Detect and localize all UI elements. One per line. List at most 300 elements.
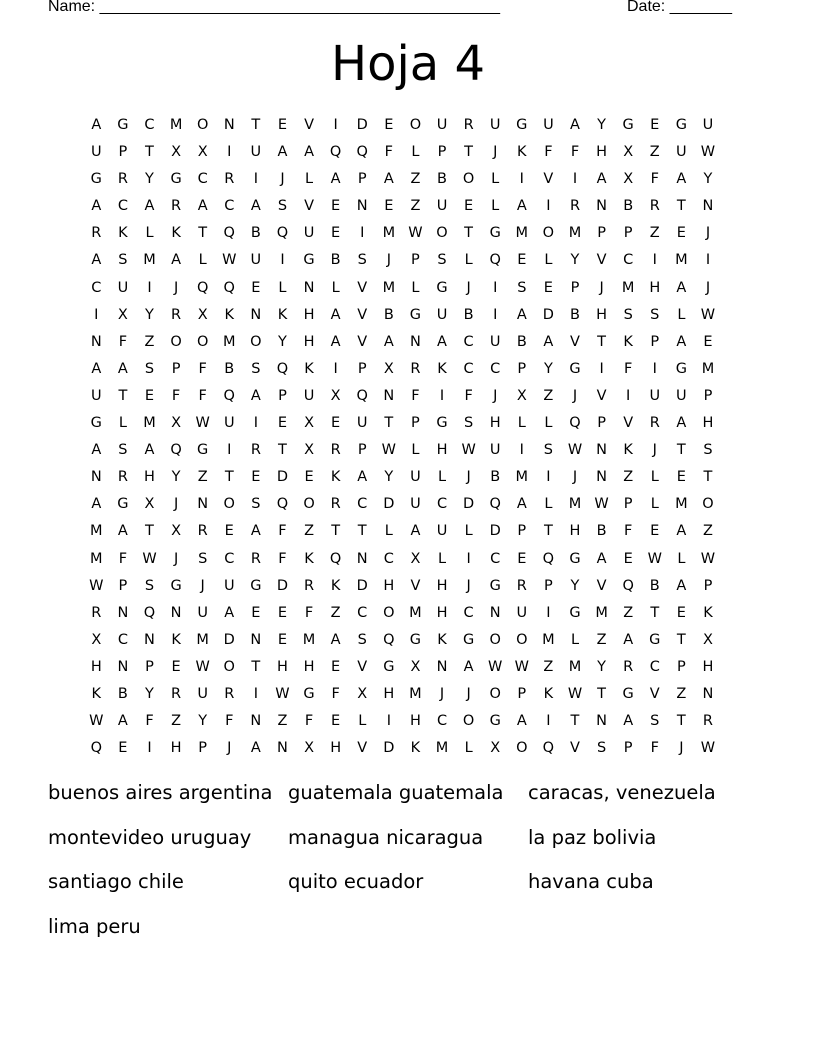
grid-letter: O [409, 117, 422, 133]
grid-letter: K [623, 333, 633, 350]
grid-letter: F [650, 171, 659, 188]
grid-letter: T [676, 442, 686, 459]
grid-letter: B [383, 306, 394, 323]
grid-letter: I [253, 171, 258, 188]
grid-letter: A [437, 333, 447, 350]
word-list-item: managua nicaragua [288, 825, 484, 849]
grid-letter: K [171, 225, 181, 242]
grid-letter: F [650, 740, 659, 757]
grid-letter: Z [649, 225, 660, 242]
grid-letter: F [624, 360, 633, 377]
grid-letter: G [436, 415, 448, 432]
word-list-item: havana cuba [528, 870, 654, 894]
grid-letter: T [464, 144, 474, 161]
grid-letter: R [171, 198, 182, 215]
grid-letter: U [489, 333, 501, 350]
grid-letter: W [567, 685, 583, 702]
grid-letter: S [437, 252, 447, 269]
grid-letter: J [173, 279, 179, 296]
grid-letter: D [356, 577, 368, 594]
grid-letter: V [410, 577, 421, 594]
grid-letter: P [357, 442, 367, 459]
grid-letter: Q [622, 577, 634, 594]
word-list-item: la paz bolivia [528, 825, 657, 849]
grid-letter: P [411, 415, 420, 432]
grid-letter: Q [489, 252, 501, 269]
grid-letter: C [117, 631, 128, 648]
grid-letter: U [702, 117, 714, 133]
grid-letter: B [623, 198, 634, 215]
grid-letter: J [466, 469, 471, 486]
grid-letter: O [516, 740, 528, 757]
grid-letter: H [303, 333, 315, 350]
grid-letter: D [383, 740, 395, 757]
grid-letter: S [517, 279, 527, 296]
grid-letter: F [384, 144, 393, 161]
grid-letter: V [543, 171, 554, 188]
grid-letter: Q [223, 387, 235, 404]
grid-letter: A [250, 198, 261, 215]
grid-letter: F [544, 144, 553, 161]
grid-letter: P [517, 523, 527, 540]
grid-letter: N [250, 713, 262, 730]
word-list-item: santiago chile [48, 870, 184, 894]
grid-letter: R [649, 415, 660, 432]
grid-letter: L [544, 252, 553, 269]
grid-letter: X [304, 415, 315, 432]
grid-letter: J [466, 577, 471, 594]
grid-letter: A [144, 442, 155, 459]
grid-letter: W [275, 685, 290, 702]
grid-letter: F [225, 713, 234, 730]
grid-letter: D [542, 306, 554, 323]
grid-letter: X [490, 740, 501, 757]
grid-letter: C [490, 360, 501, 377]
grid-letter: G [622, 685, 634, 702]
grid-letter: L [145, 225, 154, 242]
grid-letter: I [386, 713, 391, 730]
grid-letter: E [277, 631, 288, 648]
grid-letter: R [330, 496, 341, 513]
grid-letter: P [278, 387, 287, 404]
grid-letter: V [596, 577, 607, 594]
grid-letter: E [676, 469, 686, 486]
grid-letter: T [597, 333, 606, 350]
grid-letter: L [331, 279, 340, 296]
grid-letter: F [278, 523, 287, 540]
grid-letter: U [197, 604, 208, 621]
grid-letter: A [330, 333, 341, 350]
grid-letter: N [702, 685, 714, 702]
grid-letter: T [464, 225, 474, 242]
grid-letter: K [304, 360, 314, 377]
grid-letter: U [356, 415, 368, 432]
grid-letter: A [676, 171, 687, 188]
grid-letter: I [466, 550, 471, 567]
grid-letter: K [330, 577, 341, 594]
grid-letter: R [91, 604, 102, 621]
grid-letter: X [197, 144, 208, 161]
grid-letter: H [596, 144, 608, 161]
grid-letter: C [117, 198, 128, 215]
grid-letter: M [595, 604, 608, 621]
page-title: Hoja 4 [330, 36, 485, 92]
grid-letter: U [489, 117, 501, 133]
grid-letter: L [437, 550, 447, 567]
grid-letter: U [303, 225, 315, 242]
grid-letter: I [493, 306, 498, 323]
grid-letter: G [675, 117, 687, 133]
grid-letter: H [489, 415, 501, 432]
grid-letter: Y [570, 252, 580, 269]
grid-letter: V [304, 117, 314, 133]
grid-letter: E [144, 387, 155, 404]
grid-letter: A [676, 523, 687, 540]
grid-letter: D [463, 496, 475, 513]
grid-letter: U [197, 685, 208, 702]
grid-letter: O [196, 333, 209, 350]
grid-letter: A [91, 360, 102, 377]
grid-letter: A [676, 577, 687, 594]
grid-letter: P [517, 360, 527, 377]
grid-letter: T [676, 631, 686, 648]
grid-letter: T [384, 415, 394, 432]
grid-letter: W [195, 415, 210, 432]
grid-letter: V [304, 198, 314, 215]
grid-letter: S [623, 306, 633, 323]
grid-letter: P [118, 577, 128, 594]
grid-letter: U [410, 496, 421, 513]
grid-letter: E [277, 415, 288, 432]
grid-letter: G [409, 631, 422, 648]
grid-letter: K [437, 360, 447, 377]
grid-letter: C [357, 604, 368, 621]
grid-letter: E [676, 225, 686, 242]
grid-letter: V [570, 333, 580, 350]
grid-letter: E [277, 604, 288, 621]
grid-letter: W [89, 577, 104, 594]
word-list-item: caracas, venezuela [528, 781, 716, 804]
grid-letter: K [224, 306, 235, 323]
grid-letter: O [383, 604, 395, 621]
grid-letter: S [118, 252, 128, 269]
grid-letter: F [145, 713, 154, 730]
grid-letter: N [596, 469, 607, 486]
grid-letter: X [383, 360, 394, 377]
grid-letter: G [489, 577, 501, 594]
grid-letter: E [650, 523, 660, 540]
grid-letter: R [649, 198, 660, 215]
grid-letter: A [91, 198, 102, 215]
grid-letter: C [623, 252, 634, 269]
grid-letter: R [410, 360, 421, 377]
grid-letter: B [117, 685, 128, 702]
grid-letter: O [303, 496, 315, 513]
grid-letter: P [145, 658, 154, 675]
grid-letter: G [675, 360, 687, 377]
grid-letter: A [596, 171, 607, 188]
grid-letter: X [304, 442, 315, 459]
grid-letter: S [251, 360, 261, 377]
grid-letter: N [409, 333, 421, 350]
grid-letter: U [223, 415, 235, 432]
grid-letter: M [701, 360, 715, 377]
letter-grid [83, 114, 721, 764]
grid-letter: F [570, 144, 580, 161]
grid-letter: W [222, 252, 237, 269]
grid-letter: G [569, 360, 581, 377]
grid-letter: F [624, 523, 633, 540]
grid-letter: A [304, 144, 314, 161]
grid-letter: A [383, 333, 394, 350]
grid-letter: C [436, 713, 448, 730]
grid-letter: G [489, 225, 501, 242]
grid-letter: Z [649, 144, 660, 161]
grid-letter: G [90, 415, 102, 432]
grid-letter: S [144, 360, 155, 377]
grid-letter: I [360, 225, 365, 242]
grid-letter: Z [623, 604, 634, 621]
grid-letter: U [250, 144, 262, 161]
grid-letter: T [543, 523, 553, 540]
grid-letter: C [357, 496, 368, 513]
grid-letter: J [280, 171, 285, 188]
grid-letter: X [357, 685, 368, 702]
grid-letter: Z [304, 523, 315, 540]
grid-letter: K [118, 225, 128, 242]
grid-letter: P [517, 685, 527, 702]
grid-letter: R [250, 550, 261, 567]
grid-letter: Y [597, 117, 606, 133]
grid-letter: G [303, 252, 315, 269]
grid-letter: S [277, 198, 288, 215]
grid-letter: A [144, 198, 155, 215]
grid-letter: Z [623, 469, 634, 486]
grid-letter: L [544, 415, 553, 432]
grid-letter: W [514, 658, 529, 675]
grid-letter: G [303, 685, 315, 702]
grid-letter: I [546, 198, 551, 215]
grid-letter: O [489, 631, 501, 648]
grid-letter: L [411, 442, 420, 459]
grid-letter: V [357, 740, 368, 757]
grid-letter: A [91, 252, 102, 269]
grid-letter: Y [570, 577, 580, 594]
grid-letter: A [277, 144, 288, 161]
grid-letter: A [516, 496, 527, 513]
grid-letter: N [223, 117, 235, 133]
grid-letter: S [650, 713, 660, 730]
grid-letter: V [596, 387, 607, 404]
grid-letter: W [700, 740, 716, 757]
grid-letter: A [623, 713, 634, 730]
grid-letter: W [381, 442, 396, 459]
grid-letter: H [383, 685, 395, 702]
grid-letter: D [276, 577, 289, 594]
grid-letter: J [572, 469, 578, 486]
grid-letter: C [436, 496, 448, 513]
grid-letter: C [490, 550, 501, 567]
grid-letter: E [517, 252, 527, 269]
grid-letter: T [251, 117, 261, 133]
grid-letter: I [652, 360, 657, 377]
grid-letter: R [623, 658, 634, 675]
grid-letter: F [118, 333, 128, 350]
grid-letter: I [519, 171, 524, 188]
grid-letter: X [623, 171, 634, 188]
grid-letter: U [676, 144, 687, 161]
grid-letter: T [278, 442, 287, 459]
grid-letter: L [650, 469, 659, 486]
grid-letter: G [516, 117, 528, 133]
grid-letter: I [227, 144, 232, 161]
grid-letter: T [357, 523, 367, 540]
grid-letter: X [144, 496, 155, 513]
grid-letter: F [411, 387, 420, 404]
grid-letter: I [333, 117, 338, 133]
grid-letter: Y [145, 306, 154, 323]
grid-letter: U [117, 279, 129, 296]
grid-letter: Y [278, 333, 287, 350]
grid-letter: T [145, 523, 154, 540]
grid-letter: E [650, 117, 660, 133]
grid-letter: U [410, 469, 421, 486]
grid-letter: L [278, 279, 287, 296]
grid-letter: Y [384, 469, 394, 486]
grid-letter: L [305, 171, 314, 188]
grid-letter: J [439, 685, 445, 702]
grid-letter: B [463, 306, 474, 323]
grid-letter: H [649, 279, 661, 296]
grid-letter: P [437, 144, 447, 161]
grid-letter: I [147, 279, 152, 296]
grid-letter: Z [676, 685, 687, 702]
grid-letter: E [676, 604, 686, 621]
grid-letter: L [411, 144, 420, 161]
grid-letter: K [277, 306, 288, 323]
grid-letter: B [250, 225, 261, 242]
grid-letter: B [649, 577, 660, 594]
grid-letter: Z [702, 523, 713, 540]
grid-letter: I [439, 387, 445, 404]
grid-letter: U [303, 387, 315, 404]
grid-letter: L [544, 496, 553, 513]
grid-letter: X [171, 144, 182, 161]
grid-letter: N [356, 550, 368, 567]
grid-letter: R [250, 442, 261, 459]
grid-letter: Y [145, 685, 154, 702]
grid-letter: E [331, 713, 341, 730]
grid-letter: A [463, 658, 474, 675]
grid-letter: G [436, 279, 448, 296]
grid-letter: K [517, 144, 527, 161]
grid-letter: O [516, 631, 528, 648]
grid-letter: B [490, 469, 501, 486]
grid-letter: C [224, 198, 235, 215]
word-list-item: buenos aires argentina [48, 781, 273, 804]
grid-letter: J [652, 442, 657, 459]
grid-letter: U [223, 577, 235, 594]
grid-letter: T [650, 604, 660, 621]
grid-letter: E [118, 740, 128, 757]
grid-letter: M [223, 333, 236, 350]
grid-letter: L [570, 631, 580, 648]
grid-letter: P [118, 144, 128, 161]
grid-letter: O [170, 333, 182, 350]
grid-letter: I [253, 415, 258, 432]
grid-letter: U [436, 306, 448, 323]
grid-letter: V [570, 740, 580, 757]
grid-letter: N [702, 198, 714, 215]
grid-letter: H [436, 577, 448, 594]
grid-letter: H [330, 740, 342, 757]
grid-letter: F [304, 604, 314, 621]
grid-letter: T [703, 469, 713, 486]
grid-letter: N [90, 333, 102, 350]
grid-letter: Y [171, 469, 181, 486]
grid-letter: I [546, 713, 551, 730]
grid-letter: N [117, 604, 129, 621]
grid-letter: P [597, 415, 606, 432]
grid-letter: H [90, 658, 102, 675]
grid-letter: H [303, 658, 315, 675]
grid-letter: O [223, 658, 235, 675]
grid-letter: E [384, 117, 394, 133]
grid-letter: I [280, 252, 285, 269]
grid-letter: X [410, 550, 421, 567]
grid-letter: Q [276, 225, 289, 242]
grid-letter: N [144, 631, 155, 648]
grid-letter: A [410, 523, 421, 540]
grid-letter: R [91, 225, 102, 242]
grid-letter: R [171, 306, 182, 323]
grid-letter: K [437, 631, 447, 648]
grid-letter: C [463, 333, 474, 350]
grid-letter: A [383, 171, 394, 188]
grid-letter: Q [542, 550, 555, 567]
grid-letter: J [466, 279, 471, 296]
grid-letter: Q [276, 496, 289, 513]
grid-letter: V [596, 252, 607, 269]
grid-letter: U [90, 144, 102, 161]
word-list-item: guatemala guatemala [288, 781, 504, 804]
grid-letter: M [196, 631, 209, 648]
grid-letter: I [652, 252, 657, 269]
grid-letter: X [516, 387, 527, 404]
grid-letter: A [516, 198, 527, 215]
grid-letter: E [384, 198, 394, 215]
grid-letter: U [649, 387, 661, 404]
grid-letter: O [542, 225, 555, 242]
grid-letter: N [170, 604, 182, 621]
grid-letter: G [569, 550, 581, 567]
grid-letter: C [144, 117, 155, 133]
grid-letter: I [227, 442, 232, 459]
grid-letter: L [358, 713, 367, 730]
grid-letter: W [594, 496, 609, 513]
grid-letter: H [596, 306, 608, 323]
grid-letter: O [462, 713, 475, 730]
grid-letter: R [702, 713, 713, 730]
grid-letter: Y [597, 658, 606, 675]
grid-letter: N [250, 306, 262, 323]
grid-letter: J [679, 740, 684, 757]
grid-letter: U [489, 442, 501, 459]
grid-letter: S [357, 631, 367, 648]
grid-letter: Y [703, 171, 713, 188]
grid-letter: W [488, 658, 503, 675]
grid-letter: J [705, 225, 711, 242]
